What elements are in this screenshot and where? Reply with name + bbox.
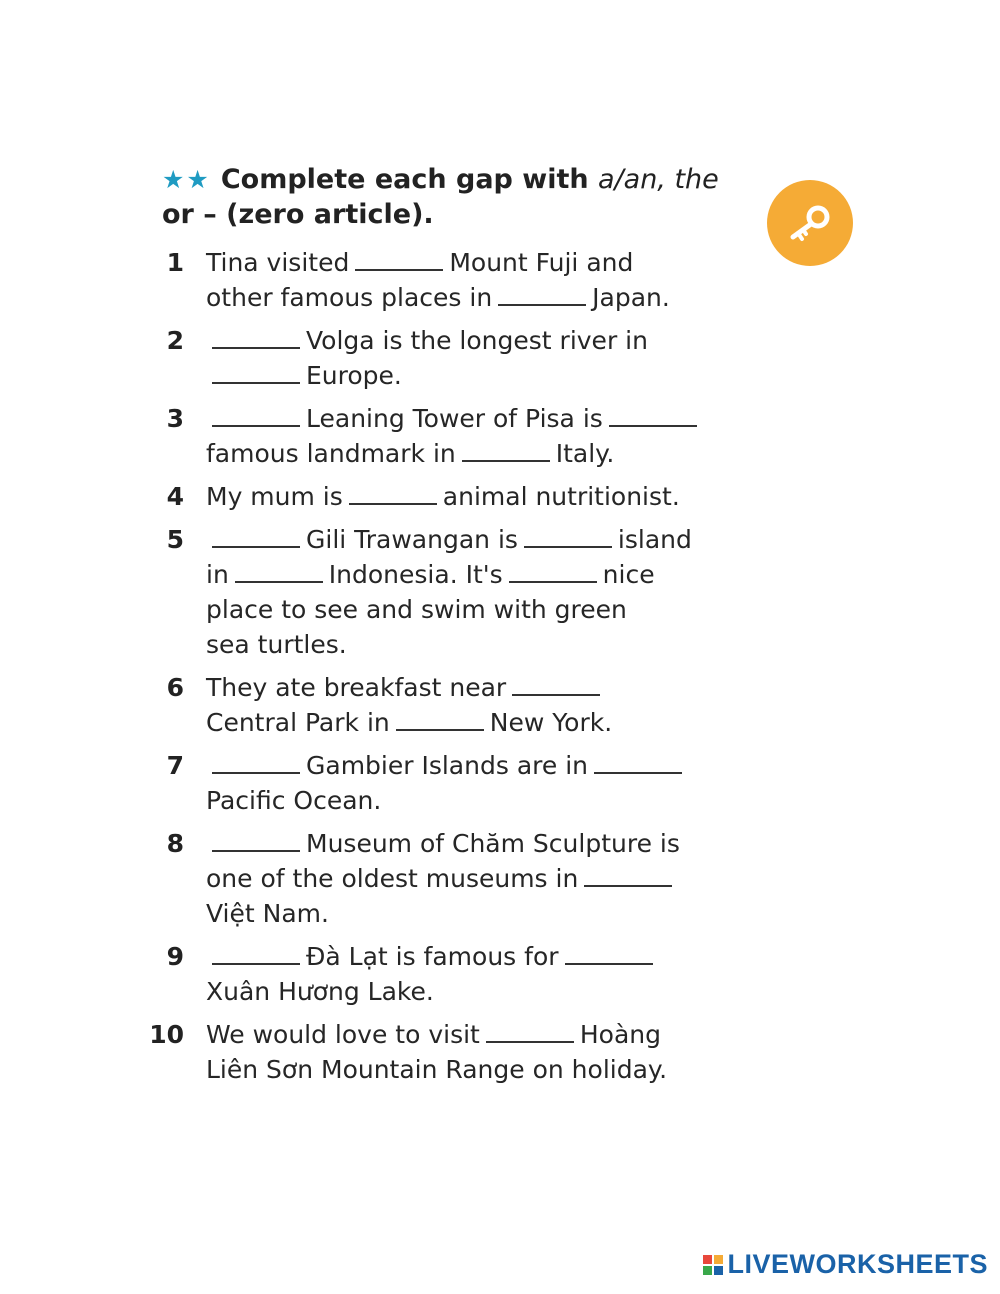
item-text-segment: Italy.	[555, 439, 615, 468]
answer-gap[interactable]	[235, 559, 323, 583]
logo-square	[714, 1266, 723, 1275]
item-line	[206, 479, 786, 514]
exercise-item	[140, 323, 800, 393]
item-number: 8	[166, 829, 184, 858]
item-line	[206, 280, 786, 315]
answer-gap[interactable]	[212, 828, 300, 852]
answer-gap[interactable]	[212, 360, 300, 384]
item-line	[206, 939, 786, 974]
item-text-segment: We would love to visit	[206, 1020, 480, 1049]
item-text	[206, 748, 786, 818]
item-text-segment: nice	[602, 560, 655, 589]
exercise-item	[140, 479, 800, 514]
item-text-segment: Pacific Ocean.	[206, 786, 382, 815]
item-number: 6	[166, 673, 184, 702]
item-line	[206, 323, 786, 358]
item-text	[206, 939, 786, 1009]
item-line	[206, 705, 786, 740]
item-line	[206, 436, 786, 471]
answer-gap[interactable]	[524, 524, 612, 548]
item-line	[206, 1017, 786, 1052]
item-text-segment: Liên Sơn Mountain Range on holiday.	[206, 1055, 668, 1084]
item-line	[206, 401, 786, 436]
heading-text-1: Complete each gap with	[220, 164, 598, 195]
answer-gap[interactable]	[462, 438, 550, 462]
item-line	[206, 783, 786, 818]
item-text-segment: island	[617, 525, 692, 554]
item-line	[206, 358, 786, 393]
item-line	[206, 522, 786, 557]
item-line	[206, 861, 786, 896]
item-line	[206, 896, 786, 931]
item-text	[206, 323, 786, 393]
key-icon	[787, 203, 833, 243]
answer-gap[interactable]	[349, 481, 437, 505]
item-text-segment: in	[206, 560, 229, 589]
logo-mark-icon	[703, 1255, 723, 1275]
logo-square	[714, 1255, 723, 1264]
item-text	[206, 245, 786, 315]
item-text-segment: famous landmark in	[206, 439, 456, 468]
item-number: 7	[166, 751, 184, 780]
heading-text-2: or – (zero article).	[162, 199, 434, 230]
item-line	[206, 670, 786, 705]
exercise-item	[140, 939, 800, 1009]
answer-gap[interactable]	[212, 325, 300, 349]
exercise-item	[140, 670, 800, 740]
item-text-segment: They ate breakfast near	[206, 673, 507, 702]
item-text	[206, 401, 786, 471]
logo-square	[703, 1266, 712, 1275]
item-number: 3	[166, 404, 184, 433]
item-text-segment: Museum of Chăm Sculpture is	[306, 829, 680, 858]
answer-gap[interactable]	[584, 863, 672, 887]
exercise-item	[140, 245, 800, 315]
item-line	[206, 1052, 786, 1087]
item-text-segment: My mum is	[206, 482, 343, 511]
item-text-segment: Europe.	[306, 361, 402, 390]
logo-square	[703, 1255, 712, 1264]
exercise-heading	[162, 162, 802, 232]
answer-gap[interactable]	[212, 524, 300, 548]
item-text-segment: place to see and swim with green	[206, 595, 627, 624]
item-line	[206, 245, 786, 280]
item-text-segment: Central Park in	[206, 708, 390, 737]
exercise-item	[140, 401, 800, 471]
answer-gap[interactable]	[212, 403, 300, 427]
answer-gap[interactable]	[565, 941, 653, 965]
item-text-segment: Leaning Tower of Pisa is	[306, 404, 603, 433]
item-text	[206, 670, 786, 740]
answer-gap[interactable]	[609, 403, 697, 427]
item-line	[206, 826, 786, 861]
item-text-segment: Volga is the longest river in	[306, 326, 648, 355]
item-text-segment: other famous places in	[206, 283, 493, 312]
answer-gap[interactable]	[212, 941, 300, 965]
exercise-item	[140, 826, 800, 931]
item-number: 2	[166, 326, 184, 355]
item-text-segment: Japan.	[592, 283, 670, 312]
item-text-segment: New York.	[489, 708, 613, 737]
item-text	[206, 826, 786, 931]
liveworksheets-logo	[703, 1249, 988, 1280]
item-text-segment: Gili Trawangan is	[306, 525, 518, 554]
item-text	[206, 1017, 786, 1087]
item-text-segment: Gambier Islands are in	[306, 751, 588, 780]
exercise-item	[140, 1017, 800, 1087]
answer-gap[interactable]	[509, 559, 597, 583]
item-number: 9	[166, 942, 184, 971]
item-number: 10	[149, 1020, 184, 1049]
answer-gap[interactable]	[498, 282, 586, 306]
item-line	[206, 748, 786, 783]
item-line	[206, 627, 786, 662]
heading-options: a/an, the	[598, 164, 719, 195]
exercise-items	[140, 245, 800, 1095]
item-line	[206, 592, 786, 627]
difficulty-stars: ★★	[162, 165, 211, 194]
item-text	[206, 522, 786, 662]
item-text-segment: sea turtles.	[206, 630, 347, 659]
answer-gap[interactable]	[512, 672, 600, 696]
item-text-segment: Indonesia. It's	[328, 560, 503, 589]
item-text-segment: Xuân Hương Lake.	[206, 977, 434, 1006]
exercise-item	[140, 748, 800, 818]
item-text-segment: Việt Nam.	[206, 899, 329, 928]
item-text	[206, 479, 786, 514]
item-text-segment: Tina visited	[206, 248, 350, 277]
item-line	[206, 557, 786, 592]
brand-name: LIVEWORKSHEETS	[727, 1249, 988, 1279]
exercise-item	[140, 522, 800, 662]
answer-gap[interactable]	[355, 247, 443, 271]
item-number: 1	[166, 248, 184, 277]
item-text-segment: Hoàng	[579, 1020, 661, 1049]
item-number: 5	[166, 525, 184, 554]
item-text-segment: Mount Fuji and	[449, 248, 634, 277]
item-number: 4	[166, 482, 184, 511]
item-text-segment: Đà Lạt is famous for	[306, 942, 559, 971]
answer-gap[interactable]	[396, 707, 484, 731]
item-line	[206, 974, 786, 1009]
answer-gap[interactable]	[212, 750, 300, 774]
answer-gap[interactable]	[594, 750, 682, 774]
item-text-segment: animal nutritionist.	[442, 482, 680, 511]
answer-gap[interactable]	[486, 1019, 574, 1043]
item-text-segment: one of the oldest museums in	[206, 864, 579, 893]
